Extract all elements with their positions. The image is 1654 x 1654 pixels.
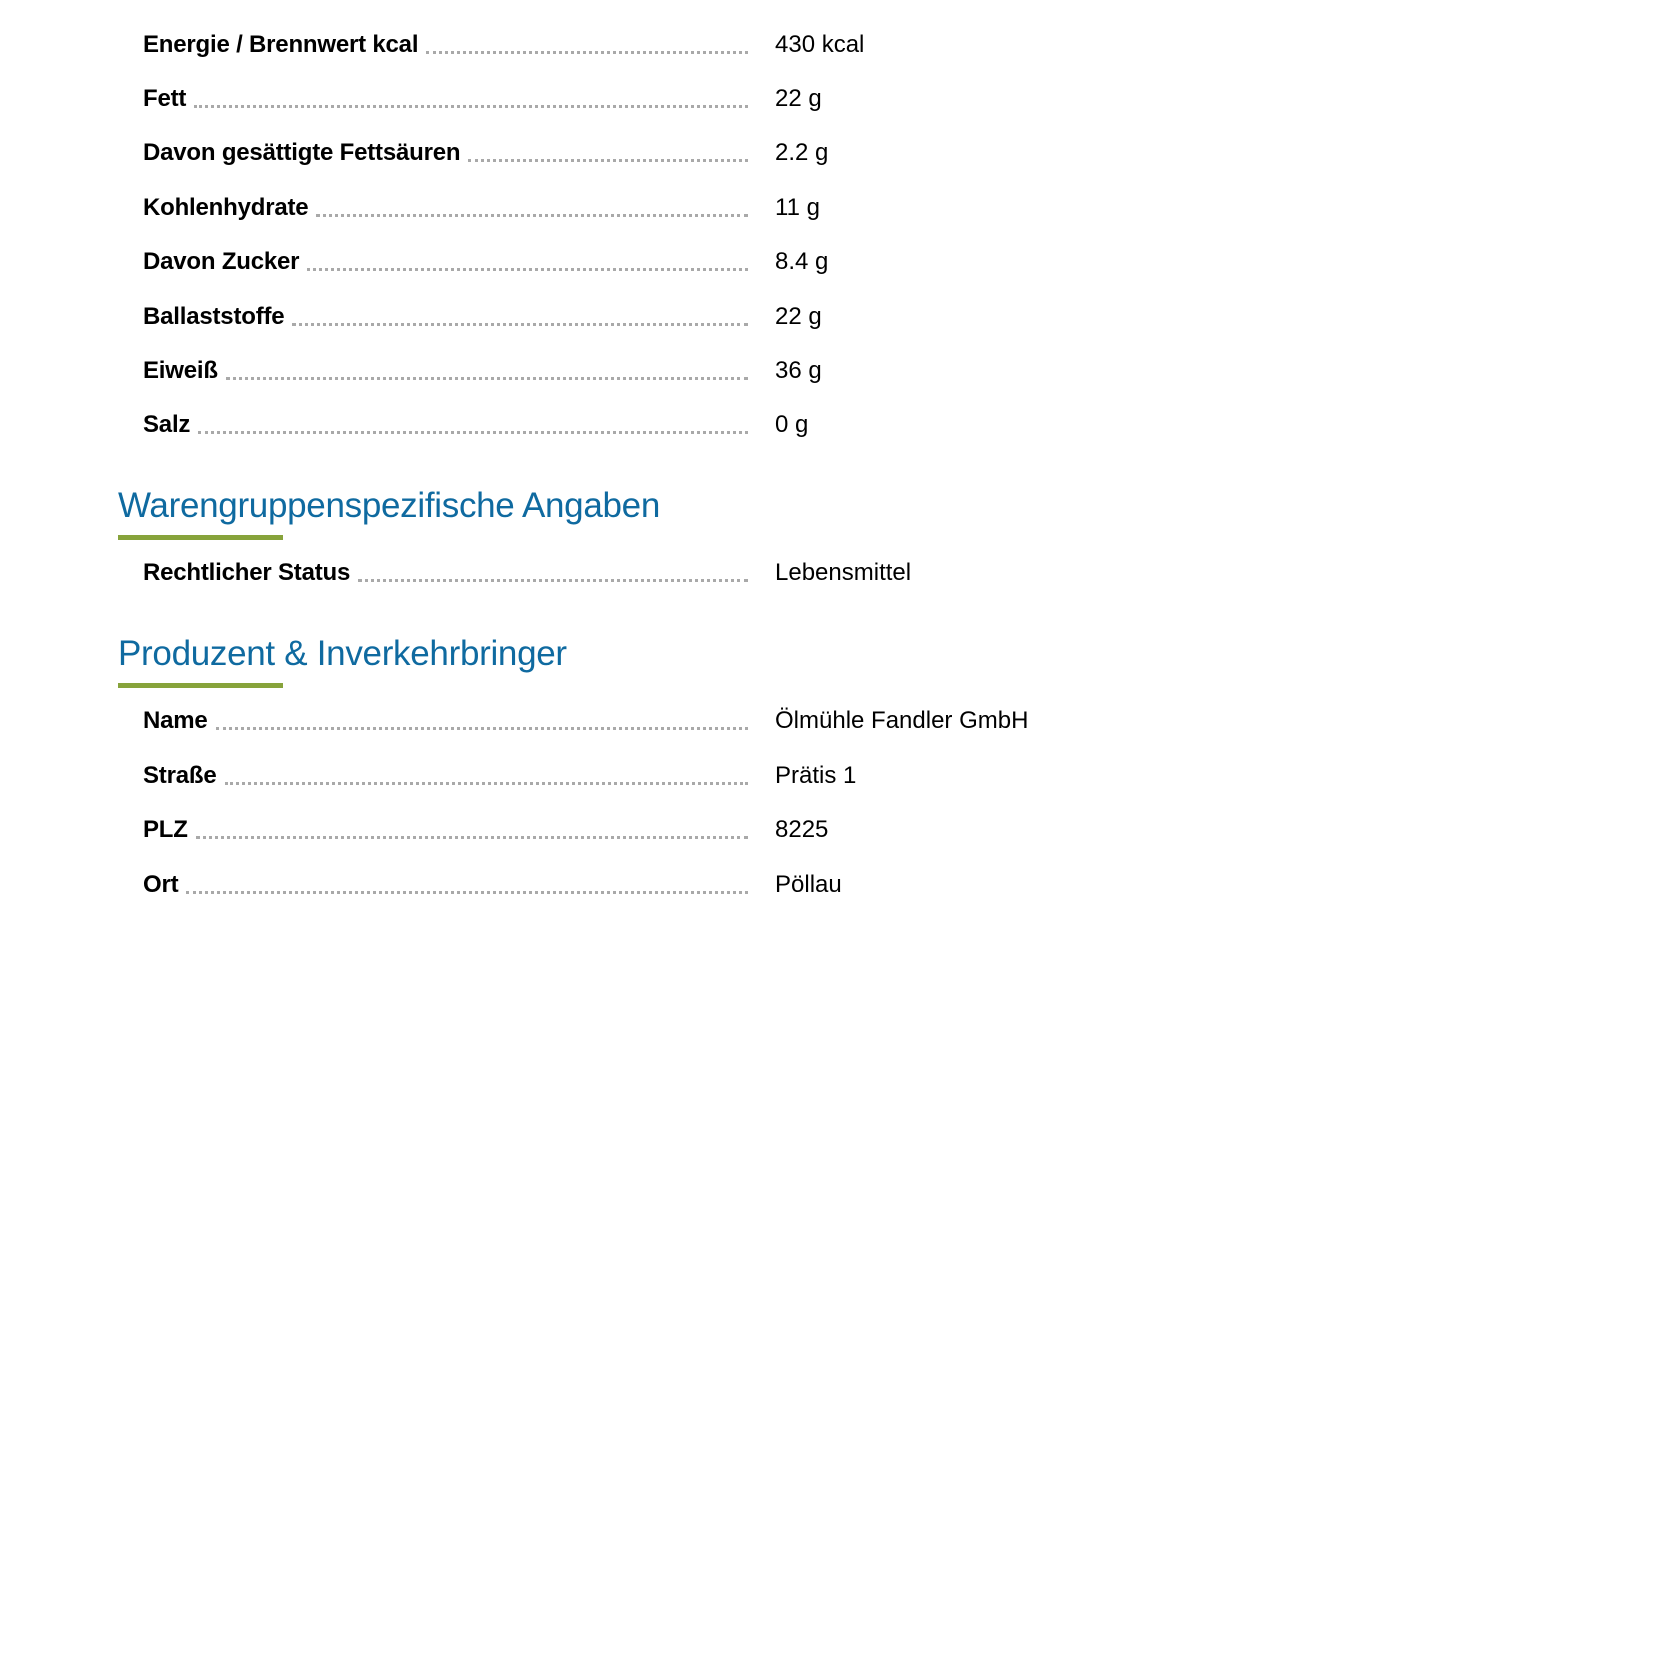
row-value: 8225 bbox=[775, 816, 829, 843]
nutrition-row-protein bbox=[143, 350, 1043, 390]
row-label: Energie / Brennwert kcal bbox=[143, 31, 419, 58]
section-underline bbox=[118, 535, 283, 540]
row-value: Ölmühle Fandler GmbH bbox=[775, 707, 1029, 734]
row-label: Straße bbox=[143, 762, 217, 789]
nutrition-row-sugar bbox=[143, 241, 1043, 281]
dot-leader bbox=[194, 105, 748, 108]
row-label: Salz bbox=[143, 411, 191, 438]
row-label: Ort bbox=[143, 871, 179, 898]
nutrition-row-saturated-fat bbox=[143, 132, 1043, 172]
produzent-row-street bbox=[143, 755, 1043, 795]
produzent-row-postal-code bbox=[143, 809, 1043, 849]
row-label: Rechtlicher Status bbox=[143, 559, 351, 586]
dot-leader bbox=[196, 836, 748, 839]
dot-leader bbox=[225, 782, 749, 785]
row-label: Fett bbox=[143, 85, 187, 112]
dot-leader bbox=[226, 377, 748, 380]
section-underline bbox=[118, 683, 283, 688]
warengruppe-row-legal-status bbox=[143, 552, 1043, 592]
row-label: Kohlenhydrate bbox=[143, 194, 309, 221]
nutrition-row-salt bbox=[143, 404, 1043, 444]
produzent-row-name bbox=[143, 700, 1043, 740]
dot-leader bbox=[358, 579, 748, 582]
row-value: 430 kcal bbox=[775, 31, 865, 58]
row-value: 22 g bbox=[775, 303, 822, 330]
produzent-row-city bbox=[143, 864, 1043, 904]
section-heading-warengruppe: Warengruppenspezifische Angaben bbox=[118, 486, 661, 525]
row-value: 22 g bbox=[775, 85, 822, 112]
row-value: Prätis 1 bbox=[775, 762, 857, 789]
row-value: 11 g bbox=[775, 194, 820, 221]
dot-leader bbox=[426, 51, 748, 54]
row-label: PLZ bbox=[143, 816, 188, 843]
row-value: 8.4 g bbox=[775, 248, 829, 275]
row-value: 36 g bbox=[775, 357, 822, 384]
row-label: Davon gesättigte Fettsäuren bbox=[143, 139, 461, 166]
dot-leader bbox=[307, 268, 748, 271]
row-value: 2.2 g bbox=[775, 139, 829, 166]
nutrition-row-carbohydrates bbox=[143, 187, 1043, 227]
row-value: Pöllau bbox=[775, 871, 842, 898]
nutrition-row-fiber bbox=[143, 296, 1043, 336]
dot-leader bbox=[198, 431, 748, 434]
nutrition-row-energy bbox=[143, 24, 1043, 64]
section-heading-produzent: Produzent & Inverkehrbringer bbox=[118, 634, 567, 673]
row-label: Ballaststoffe bbox=[143, 303, 285, 330]
dot-leader bbox=[316, 214, 748, 217]
dot-leader bbox=[468, 159, 748, 162]
dot-leader bbox=[292, 323, 748, 326]
nutrition-row-fat bbox=[143, 78, 1043, 118]
row-label: Eiweiß bbox=[143, 357, 218, 384]
row-value: Lebensmittel bbox=[775, 559, 912, 586]
row-value: 0 g bbox=[775, 411, 809, 438]
row-label: Davon Zucker bbox=[143, 248, 300, 275]
dot-leader bbox=[186, 891, 748, 894]
row-label: Name bbox=[143, 707, 208, 734]
dot-leader bbox=[216, 727, 748, 730]
